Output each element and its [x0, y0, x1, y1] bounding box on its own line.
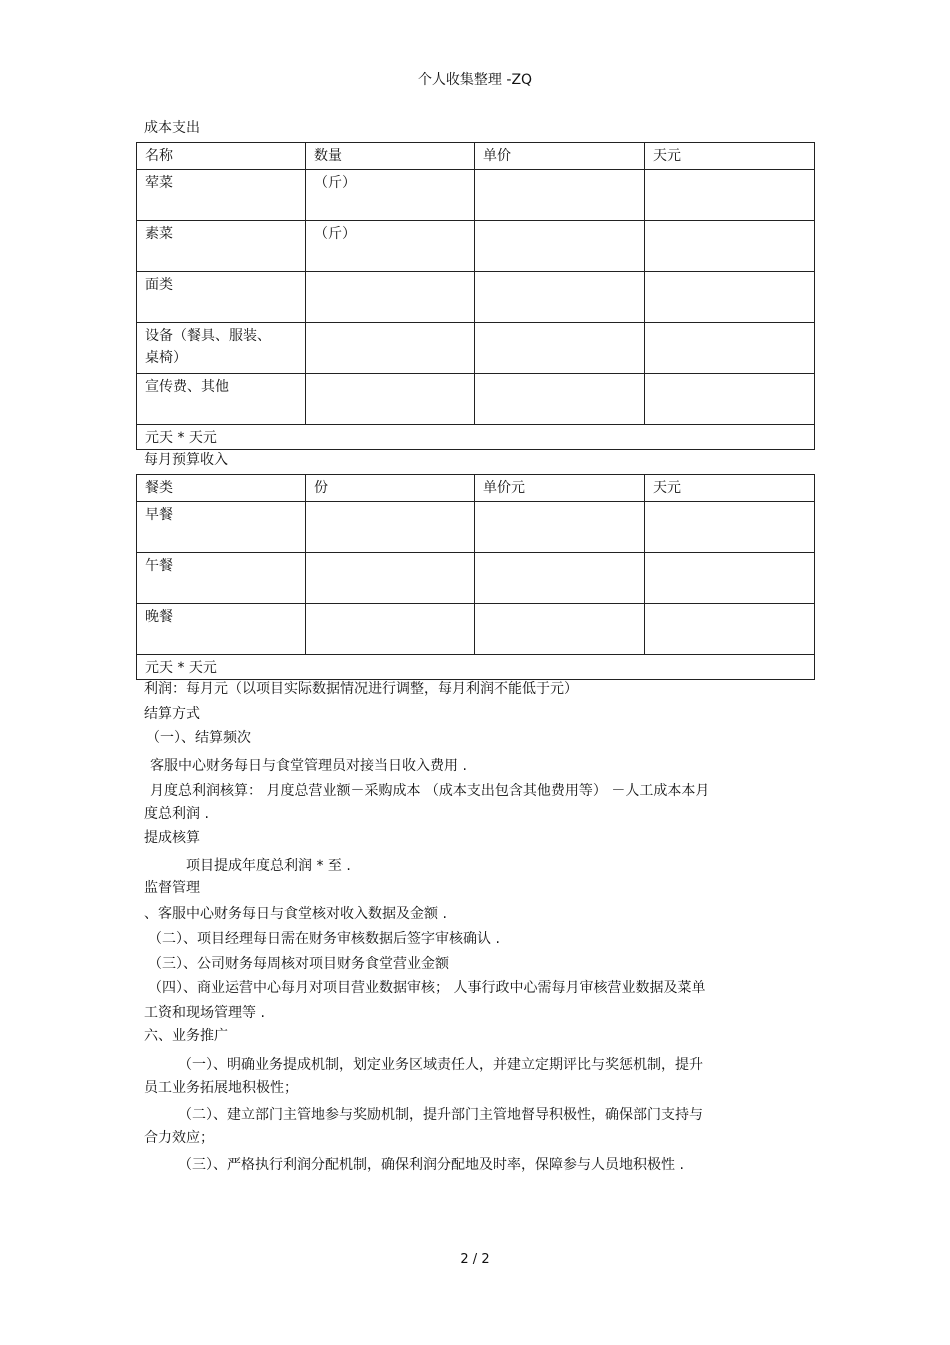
table-cell: 午餐 [137, 553, 306, 604]
table-cell [645, 221, 815, 272]
settle-title: 结算方式 [144, 706, 200, 722]
promo-title: 六、业务推广 [144, 1028, 228, 1044]
table-row [137, 221, 815, 272]
table-row [137, 170, 815, 221]
promo-item-1-line-1: （一）、明确业务提成机制，划定业务区域责任人，并建立定期评比与奖惩机制，提升 [178, 1057, 703, 1073]
table-cell: 晚餐 [137, 604, 306, 655]
commission-item-1: 项目提成年度总利润 * 至 . [186, 858, 351, 874]
column-header: 天元 [645, 475, 815, 502]
page-header: 个人收集整理 -ZQ [417, 72, 533, 88]
settle-item-1: （一）、结算频次 [146, 730, 251, 746]
table-cell: （斤） [306, 221, 475, 272]
promo-item-3: （三）、严格执行利润分配机制，确保利润分配地及时率，保障参与人员地积极性 . [178, 1157, 684, 1173]
supervise-title: 监督管理 [144, 880, 200, 896]
table-row [137, 502, 815, 553]
table-cell [645, 604, 815, 655]
table-cell [645, 502, 815, 553]
table-cell: 荤菜 [137, 170, 306, 221]
column-header: 数量 [306, 143, 475, 170]
table-cell: 早餐 [137, 502, 306, 553]
table-cell [475, 170, 645, 221]
supervise-item-2: （二）、项目经理每日需在财务审核数据后签字审核确认 . [148, 931, 500, 947]
table-cell [645, 323, 815, 374]
page-number: 2 / 2 [460, 1252, 490, 1267]
table-cell [306, 323, 475, 374]
table-cell [306, 502, 475, 553]
settle-item-2: 客服中心财务每日与食堂管理员对接当日收入费用 . [150, 758, 467, 774]
supervise-item-1: 、客服中心财务每日与食堂核对收入数据及金额 . [144, 906, 447, 922]
settle-item-3-line-2: 度总利润 . [144, 806, 209, 822]
table-row [137, 604, 815, 655]
table-cell: （斤） [306, 170, 475, 221]
promo-item-1-line-2: 员工业务拓展地积极性； [144, 1080, 298, 1096]
table-cell: 宣传费、其他 [137, 374, 306, 425]
table-footer-cell: 元天 * 天元 [137, 655, 815, 680]
table-row [137, 553, 815, 604]
table-footer-cell: 元天 * 天元 [137, 425, 815, 450]
table-footer-row [137, 655, 815, 680]
cost-table [136, 142, 815, 450]
table-row [137, 272, 815, 323]
promo-item-2-line-1: （二）、建立部门主管地参与奖励机制，提升部门主管地督导积极性，确保部门支持与 [178, 1107, 703, 1123]
settle-item-3-line-1: 月度总利润核算： 月度总营业额－采购成本 （成本支出包含其他费用等） －人工成本本月 [150, 783, 710, 799]
table-cell [475, 374, 645, 425]
table-cell [645, 374, 815, 425]
table-cell [475, 553, 645, 604]
supervise-item-4-line-1: （四）、商业运营中心每月对项目营业数据审核； 人事行政中心需每月审核营业数据及菜单 [148, 980, 706, 996]
cost-section-title: 成本支出 [144, 120, 200, 136]
table-cell [475, 272, 645, 323]
column-header: 单价元 [475, 475, 645, 502]
column-header: 份 [306, 475, 475, 502]
column-header: 餐类 [137, 475, 306, 502]
table-cell [475, 604, 645, 655]
table-cell [306, 604, 475, 655]
commission-title: 提成核算 [144, 830, 200, 846]
column-header: 单价 [475, 143, 645, 170]
income-section-title: 每月预算收入 [144, 452, 228, 468]
table-cell [306, 553, 475, 604]
table-cell [306, 272, 475, 323]
table-cell [645, 272, 815, 323]
income-table [136, 474, 815, 680]
table-cell: 设备（餐具、服装、桌椅） [137, 323, 306, 374]
promo-item-2-line-2: 合力效应； [144, 1130, 214, 1146]
table-cell [475, 221, 645, 272]
table-row [137, 323, 815, 374]
column-header: 天元 [645, 143, 815, 170]
column-header: 名称 [137, 143, 306, 170]
table-cell [475, 502, 645, 553]
table-header-row [137, 475, 815, 502]
profit-line: 利润：每月元（以项目实际数据情况进行调整，每月利润不能低于元） [144, 681, 578, 697]
table-cell [645, 170, 815, 221]
table-cell [645, 553, 815, 604]
table-cell: 素菜 [137, 221, 306, 272]
table-row [137, 374, 815, 425]
supervise-item-4-line-2: 工资和现场管理等 . [144, 1005, 265, 1021]
table-cell: 面类 [137, 272, 306, 323]
table-footer-row [137, 425, 815, 450]
supervise-item-3: （三）、公司财务每周核对项目财务食堂营业金额 [148, 956, 449, 972]
table-header-row [137, 143, 815, 170]
table-cell [306, 374, 475, 425]
table-cell [475, 323, 645, 374]
